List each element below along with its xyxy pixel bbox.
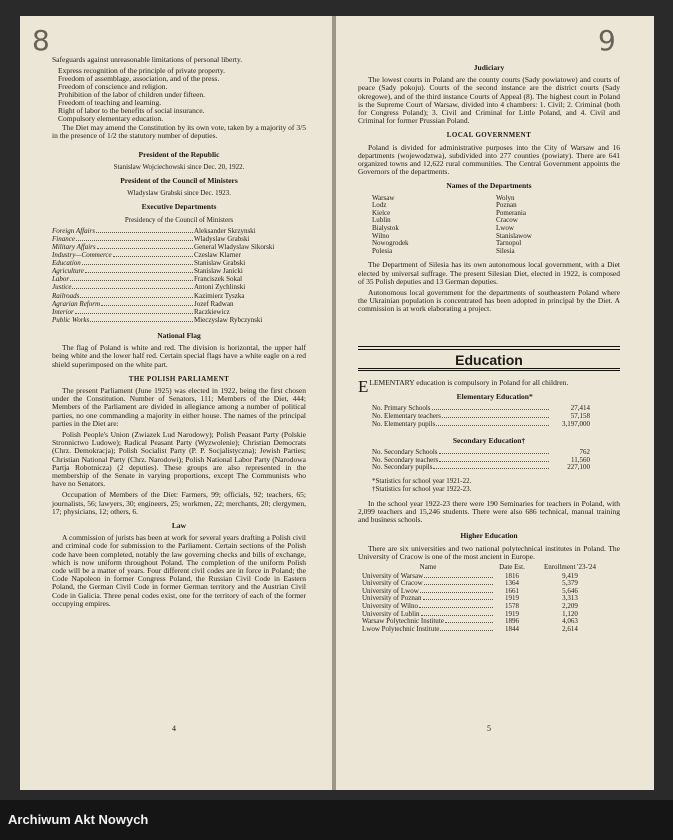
stat-label: No. Secondary pupils — [372, 463, 433, 472]
occupation-text: Occupation of Members of the Diet: Farmers, 99; officials, 92; teachers, 65; journalists, 56; lawyers, 30; engineers, 25; workmen, 22; merchants, 20; clergymen, 17; physicians, 12; others, 6. — [52, 490, 306, 516]
date-established: 1661 — [505, 586, 519, 595]
dot-leader — [432, 409, 549, 410]
departments-heading: Names of the Departments — [446, 181, 532, 191]
autonomous-text: Autonomous local government for the departments of southeastern Poland where the Ukrainian population is concentrated has been adopted in principal by the Diet. A commission is at work elaborating a project. — [358, 288, 620, 314]
department-name: Nowogrodek — [372, 239, 409, 248]
list-item: Prohibition of the labor of children under fifteen. — [58, 90, 206, 100]
official-row — [52, 292, 306, 300]
judiciary-heading: Judiciary — [473, 63, 505, 72]
council-name: Wladyslaw Grabski since Dec. 1923. — [127, 189, 231, 198]
education-intro-text: LEMENTARY education is compulsory in Poland for all children. — [369, 377, 569, 387]
dot-leader — [80, 297, 193, 298]
enrollment: 5,379 — [562, 579, 578, 588]
official-title: Justice — [52, 283, 72, 292]
enrollment: 2,209 — [562, 601, 578, 610]
stat-label: No. Elementary pupils — [372, 419, 436, 428]
enrollment: 1,120 — [562, 609, 578, 618]
president-name: Stanislaw Wojciechowski since Dec. 20, 1922. — [113, 162, 245, 171]
officials-list — [52, 227, 306, 324]
right-page — [336, 16, 654, 790]
dot-leader — [97, 248, 193, 249]
official-title: Interior — [52, 307, 74, 316]
dot-leader — [423, 599, 494, 600]
silesia-text: The Department of Silesia has its own autonomous local government, with a Diet elected by universal suffrage. The present Silesian Diet, elected in 1922, is composed of 35 Polish deputies and 13 German deputies. — [358, 260, 620, 286]
official-name: Antoni Zychlinski — [194, 283, 246, 292]
page-number-left: 4 — [172, 724, 176, 733]
official-name: Mieczyslaw Rybczynski — [194, 315, 263, 324]
dot-leader — [96, 232, 193, 233]
departments-column-1 — [372, 195, 496, 256]
dot-leader — [82, 264, 193, 265]
official-title: Industry—Commerce — [52, 251, 112, 260]
university-name: Warsaw Polytechnic Institute — [362, 617, 444, 626]
dot-leader — [445, 622, 493, 623]
official-row — [52, 259, 306, 267]
dot-leader — [439, 461, 549, 462]
official-name: Franciszek Sokal — [194, 275, 243, 284]
official-name: General Wladyslaw Sikorski — [194, 243, 275, 252]
date-established: 1896 — [505, 617, 519, 626]
enrollment: 3,313 — [562, 594, 578, 603]
stat-value: 762 — [579, 447, 590, 456]
list-item: Right of labor to the benefits of social insurance. — [58, 106, 205, 116]
stat-value: 57,158 — [570, 412, 590, 421]
department-name: Kielce — [372, 208, 391, 217]
dot-leader — [75, 313, 193, 314]
official-name: Jozef Radwan — [194, 299, 234, 308]
official-row — [52, 308, 306, 316]
dot-leader — [440, 630, 493, 631]
page-number-right: 5 — [487, 724, 491, 733]
department-name: Cracow — [496, 216, 518, 225]
university-name: University of Wilno — [362, 601, 418, 610]
dot-leader — [76, 240, 193, 241]
official-title: Agrarian Reform — [52, 299, 101, 308]
footnote: *Statistics for school year 1921-22. — [372, 477, 472, 486]
amendment-text: The Diet may amend the Constitution by its own vote, taken by a majority of 3/5 in the presence of 1/2 the statutory number of deputies. — [52, 123, 306, 141]
secondary-stats — [358, 449, 620, 472]
header-name: Name — [419, 563, 437, 572]
elementary-heading: Elementary Education* — [456, 392, 533, 402]
handwritten-page-number: 8 — [32, 24, 50, 57]
date-established: 1844 — [505, 624, 519, 633]
stat-value: 3,197,000 — [562, 419, 590, 428]
official-row — [52, 316, 306, 324]
official-row — [52, 227, 306, 235]
university-name: University of Lublin — [362, 609, 420, 618]
official-name: Czeslaw Klarner — [194, 251, 241, 260]
left-page — [20, 16, 332, 790]
department-name: Lwow — [496, 224, 514, 233]
table-row — [362, 626, 620, 634]
dot-leader — [420, 592, 493, 593]
seminaries-text: In the school year 1922-23 there were 190 Seminaries for teachers in Poland, with 2,099 teachers and 15,246 students. There were also 686 technical, manual training and business schools. — [358, 498, 620, 525]
enrollment: 2,614 — [562, 624, 578, 633]
official-row — [52, 300, 306, 308]
official-name: Wladyslaw Grabski — [194, 234, 250, 243]
university-name: University of Lwow — [362, 586, 419, 595]
official-title: Labor — [52, 275, 70, 284]
official-name: Aleksander Skrzynski — [194, 226, 256, 235]
stat-label: No. Elementary teachers — [372, 412, 441, 421]
department-name: Warsaw — [372, 193, 395, 202]
higher-ed-text: There are six universities and two national polytechnical institutes in Poland. The University of Cracow is one of the most ancient in Europe. — [358, 543, 620, 561]
official-row — [52, 275, 306, 283]
section-rule — [358, 346, 620, 350]
local-gov-heading: LOCAL GOVERNMENT — [446, 131, 532, 140]
table-header — [362, 564, 620, 572]
university-name: University of Cracow — [362, 579, 423, 588]
stat-label: No. Primary Schools — [372, 404, 431, 413]
flag-text: The flag of Poland is white and red. The division is horizontal, the upper half being white and the lower half red. Certain special flags have a white eagle on a red shield superimposed on the white part. — [52, 343, 306, 369]
handwritten-page-number: 9 — [598, 24, 616, 57]
rights-list — [52, 67, 306, 123]
dot-leader — [433, 468, 549, 469]
list-item: Express recognition of the principle of private property. — [58, 66, 225, 76]
higher-ed-heading: Higher Education — [460, 531, 518, 541]
official-title: Public Works — [52, 315, 90, 324]
universities-table — [358, 564, 620, 633]
dot-leader — [113, 256, 193, 257]
official-name: Stanislaw Janicki — [194, 267, 243, 276]
stat-value: 27,414 — [570, 404, 590, 413]
archive-footer: Archiwum Akt Nowych — [0, 800, 673, 840]
exec-heading: Executive Departments — [141, 202, 217, 212]
official-row — [52, 267, 306, 275]
university-name: University of Warsaw — [362, 571, 424, 580]
official-title: Education — [52, 259, 81, 268]
official-name: Raczkiewicz — [194, 307, 230, 316]
dot-leader — [442, 417, 549, 418]
official-title: Military Affairs — [52, 243, 96, 252]
dot-leader — [72, 288, 193, 289]
official-row — [52, 235, 306, 243]
drop-cap: E — [358, 376, 369, 396]
list-item: Freedom of assemblage, association, and of the press. — [58, 74, 220, 84]
department-name: Poznan — [496, 201, 517, 210]
department-name: Polesia — [372, 246, 393, 255]
local-gov-text: Poland is divided for administrative purposes into the City of Warsaw and 16 departments (wojewodztwa), subdivided into 277 counties (powiaty). There are 641 organized towns and 12,622 rural communities. The Central Government appoints the Governors of the departments. — [358, 142, 620, 177]
department-name: Silesia — [496, 246, 515, 255]
university-name: Lwow Polytechnic Institute — [362, 624, 440, 633]
date-established: 1919 — [505, 609, 519, 618]
official-title: Agriculture — [52, 267, 85, 276]
footnote: †Statistics for school year 1922-23. — [372, 485, 472, 493]
department-name: Wolyn — [496, 193, 515, 202]
university-cell — [362, 626, 494, 634]
official-name: Kazimierz Tyszka — [194, 291, 245, 300]
stat-row — [358, 421, 590, 429]
president-heading: President of the Republic — [138, 149, 220, 159]
date-established: 1578 — [505, 601, 519, 610]
official-title: Finance — [52, 234, 75, 243]
dot-leader — [419, 607, 493, 608]
dot-leader — [424, 577, 493, 578]
department-name: Wilno — [372, 231, 390, 240]
exec-subheading: Presidency of the Council of Ministers — [124, 215, 234, 224]
departments-column-2 — [496, 195, 620, 256]
dot-leader — [101, 305, 193, 306]
date-established: 1816 — [505, 571, 519, 580]
stat-label: No. Secondary teachers — [372, 455, 439, 464]
secondary-heading: Secondary Education† — [452, 435, 526, 445]
official-row — [52, 283, 306, 291]
official-title: Foreign Affairs — [52, 226, 95, 235]
parliament-heading: THE POLISH PARLIAMENT — [128, 374, 230, 383]
university-name: University of Poznan — [362, 594, 422, 603]
elementary-stats — [358, 405, 620, 428]
dot-leader — [421, 615, 493, 616]
stat-value: 11,560 — [571, 455, 590, 464]
department-name: Lublin — [372, 216, 391, 225]
liberty-text: Safeguards against unreasonable limitations of personal liberty. — [52, 55, 243, 64]
enrollment: 9,419 — [562, 571, 578, 580]
department-name: Stanislawow — [496, 231, 532, 240]
flag-heading: National Flag — [157, 330, 201, 340]
official-row — [52, 243, 306, 251]
stat-value: 227,100 — [567, 463, 590, 472]
education-intro — [358, 376, 620, 396]
official-title: Railroads — [52, 291, 80, 300]
dot-leader — [85, 272, 193, 273]
list-item: Freedom of teaching and learning. — [58, 98, 162, 108]
table-body — [362, 573, 620, 634]
education-title: Education — [455, 351, 523, 368]
council-heading: President of the Council of Ministers — [120, 176, 238, 186]
department-name: Pomerania — [496, 208, 526, 217]
dot-leader — [424, 584, 493, 585]
parliament-text: The present Parliament (June 1925) was elected in 1922, being the first chosen under the Constitution. Number of Senators, 111; Members of the Diet, 444; Members of the Parliament are divided in allegiance among a number of political parties, no one commanding a majority in either house. The names of the principal parties in the Diet are: — [52, 385, 306, 428]
list-item: Freedom of conscience and religion. — [58, 82, 168, 92]
judiciary-text: The lowest courts in Poland are the county courts (Sady powiatowe) and courts of peace (Sady pokoju). Courts of the second instance are the district courts (Sady okregowe), and of the third instance Courts of Appeal (8). The highest court in Poland is the Supreme Court of Warsaw, divided into 4 chambers: 1. Civil; 2. Criminal (both for Congress Poland); 3. Civil and Criminal for Little Poland, and 4. Civil and Criminal for former Prussian Poland. — [358, 75, 620, 126]
law-text: A commission of jurists has been at work for several years drafting a Polish civil and criminal code for submission to the Parliament. Certain sections of the Polish code have been completed, notably the law governing checks and bills of exchange, which is now uniform throughout Poland. The completion of the uniform Polish code will be a matter of years. Four different civil codes are in force in Poland; the Code Napoleon in former Congress Poland, the Russian Civil Code in Eastern Poland, the German Civil Code in former German territory and the Austrian Civil Code in Galicia. Three penal codes exist, one for the territory of each of the former occupying empires. — [52, 533, 306, 608]
section-rule — [358, 368, 620, 371]
department-name: Bialystok — [372, 224, 399, 233]
header-date: Date Est. — [499, 563, 525, 572]
department-name: Tarnopol — [496, 239, 522, 248]
departments-list — [358, 195, 620, 256]
dot-leader — [436, 425, 549, 426]
enrollment: 5,646 — [562, 586, 578, 595]
dot-leader — [70, 280, 193, 281]
official-row — [52, 251, 306, 259]
official-name: Stanislaw Grabski — [194, 259, 246, 268]
list-item: Compulsory elementary education. — [58, 114, 164, 124]
enrollment: 4,063 — [562, 617, 578, 626]
stat-row — [358, 464, 590, 472]
stat-label: No. Secondary Schools — [372, 447, 438, 456]
department-name: Lodz — [372, 201, 387, 210]
date-established: 1919 — [505, 594, 519, 603]
parties-text: Polish People's Union (Zwiazek Lud Narodowy); Polish Peasant Party (Polskie Stronnictwo Ludowe); Radical Peasant Party (Wyzwolenie); Christian Democrats (Chrz. Demokracja); Polish Socialist Party (P. P. Socjalistyczna); Jewish Parties; Christian National Party (Chrz. Narodowi); Polish National Labor Party (Narodowa Partja Robotnicza) (2 deputies). These groups are also represented in the membership of the Senate in varying proportions, except The Communists who have no Senators. — [52, 429, 306, 489]
law-heading: Law — [171, 521, 187, 531]
dot-leader — [90, 321, 193, 322]
dot-leader — [439, 453, 549, 454]
date-established: 1364 — [505, 579, 519, 588]
header-enrollment: Enrollment '23-'24 — [543, 563, 597, 572]
